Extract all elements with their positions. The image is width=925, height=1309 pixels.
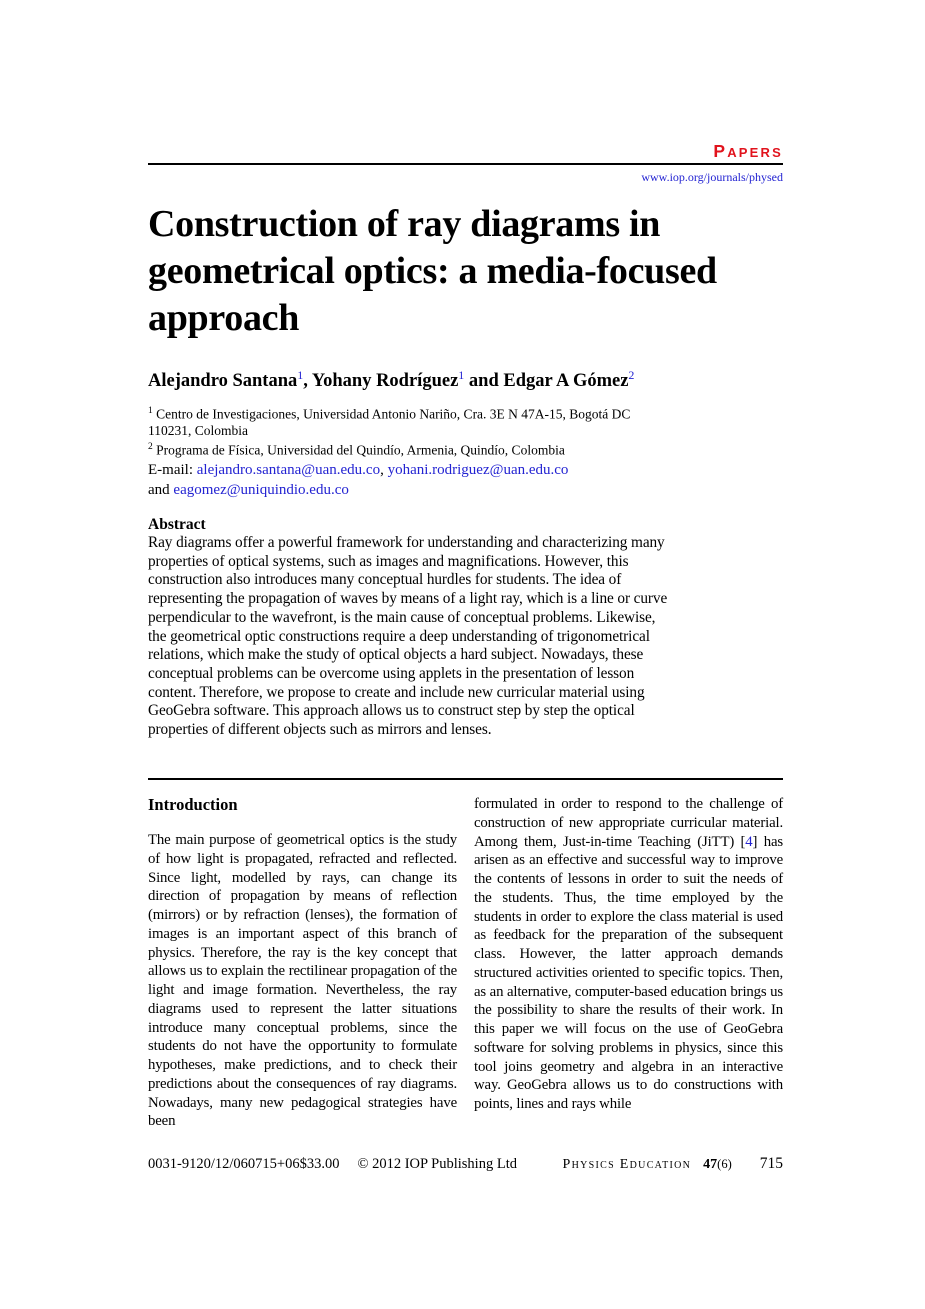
left-column	[148, 795, 457, 1131]
author-separator-1: ,	[303, 371, 312, 392]
affiliations-block	[148, 403, 668, 458]
volume-number: 47	[703, 1157, 718, 1172]
affiliation-2-marker: 2	[148, 441, 153, 452]
paper-title: Construction of ray diagrams in geometrical optics: a media-focused approach	[148, 203, 717, 339]
abstract-text: Ray diagrams offer a powerful framework for understanding and characterizing many properties of optical systems, such as images and magnifications. However, this construction also introduces many conceptual hurdles for students. The idea of representing the propagation of waves by means of a light ray, which is a line or curve perpendicular to the wavefront, is the main cause of conceptual problems. Likewise, the geometrical optic constructions require a deep understanding of trigonometrical relations, which make the study of optical objects a hard subject. Nowadays, these conceptual problems can be overcome using applets in the presentation of lesson content. Therefore, we propose to create and include new curricular material using GeoGebra software. This approach allows us to construct step by step the optical properties of different objects such as mirrors and lenses.	[148, 534, 668, 739]
author-2-affiliation-ref[interactable]: 1	[458, 368, 465, 382]
copyright-notice: © 2012 IOP Publishing Ltd	[357, 1156, 517, 1172]
email-link-1[interactable]: alejandro.santana@uan.edu.co	[196, 462, 381, 478]
author-name-1: Alejandro Santana	[148, 371, 298, 392]
email-separator-1: ,	[380, 462, 388, 478]
reference-4-link[interactable]: 4	[745, 833, 753, 850]
introduction-paragraph-right	[474, 795, 783, 1114]
email-label: E-mail:	[148, 462, 197, 478]
author-1-affiliation-ref[interactable]: 1	[297, 368, 304, 382]
author-separator-2: and	[464, 371, 504, 392]
email-block	[148, 461, 748, 500]
right-paragraph-part-1: formulated in order to respond to the challenge of construction of new appropriate curricular material. Among them, Just-in-time Teaching (JiTT) [	[474, 796, 783, 850]
abstract-heading: Abstract	[148, 516, 206, 533]
introduction-heading: Introduction	[148, 795, 238, 814]
volume-issue	[703, 1156, 732, 1173]
author-name-3: Edgar A Gómez	[503, 371, 629, 392]
issue-number: (6)	[717, 1157, 732, 1171]
affiliation-2-text: Programa de Física, Universidad del Quindío, Armenia, Quindío, Colombia	[152, 442, 565, 457]
page-number: 715	[759, 1155, 783, 1172]
right-column	[474, 795, 783, 1131]
affiliation-1-marker: 1	[148, 406, 153, 416]
email-link-3[interactable]: eagomez@uniquindio.edu.co	[173, 481, 349, 498]
introduction-section	[148, 795, 783, 1131]
journal-name: Physics Education	[562, 1157, 692, 1172]
affiliation-2	[148, 439, 668, 459]
email-link-2[interactable]: yohani.rodriguez@uan.edu.co	[387, 462, 569, 478]
abstract-section	[148, 515, 676, 740]
page-footer	[148, 1155, 783, 1173]
author-3-affiliation-ref[interactable]: 2	[628, 368, 635, 382]
affiliation-1-text: Centro de Investigaciones, Universidad Antonio Nariño, Cra. 3E N 47A-15, Bogotá DC 110231, Colombia	[148, 406, 631, 438]
header-rule	[148, 163, 783, 165]
author-name-2: Yohany Rodríguez	[311, 371, 459, 392]
authors-line	[148, 368, 788, 392]
journal-url-link[interactable]: www.iop.org/journals/physed	[641, 170, 783, 184]
introduction-paragraph-left: The main purpose of geometrical optics is the study of how light is propagated, refracted and reflected. Since light, modelled by rays, can change its direction of propagation by means of reflection (mirrors) or by refraction (lenses), the formation of images is an important aspect of this branch of physics. Therefore, the ray is the key concept that allows us to explain the rectilinear propagation of the light and image formation. Nevertheless, the ray diagrams used to represent the latter situations introduce many conceptual problems, since the students do not have the opportunity to formulate hypotheses, make predictions, and to check their predictions about the consequences of ray diagrams. Nowadays, many new pedagogical strategies have been	[148, 832, 457, 1130]
section-divider-rule	[148, 778, 783, 780]
affiliation-1	[148, 403, 668, 439]
issn-code: 0031-9120/12/060715+06$33.00	[148, 1156, 340, 1172]
email-separator-2: and	[148, 481, 174, 498]
right-paragraph-part-2: ] has arisen as an effective and successful way to improve the contents of lessons in order to suit the needs of the students. Thus, the time employed by the students in order to explore the class material is used as feedback for the preparation of the subsequent class. However, the latter approach demands structured activities oriented to specific topics. Then, as an alternative, computer-based education brings us the possibility to share the results of their work. In this paper we will focus on the use of GeoGebra software for solving problems in physics, since this tool joins geometry and algebra in an interactive way. GeoGebra allows us to do constructions with points, lines and rays while	[474, 833, 783, 1112]
section-kicker: PAPERS	[713, 141, 783, 161]
